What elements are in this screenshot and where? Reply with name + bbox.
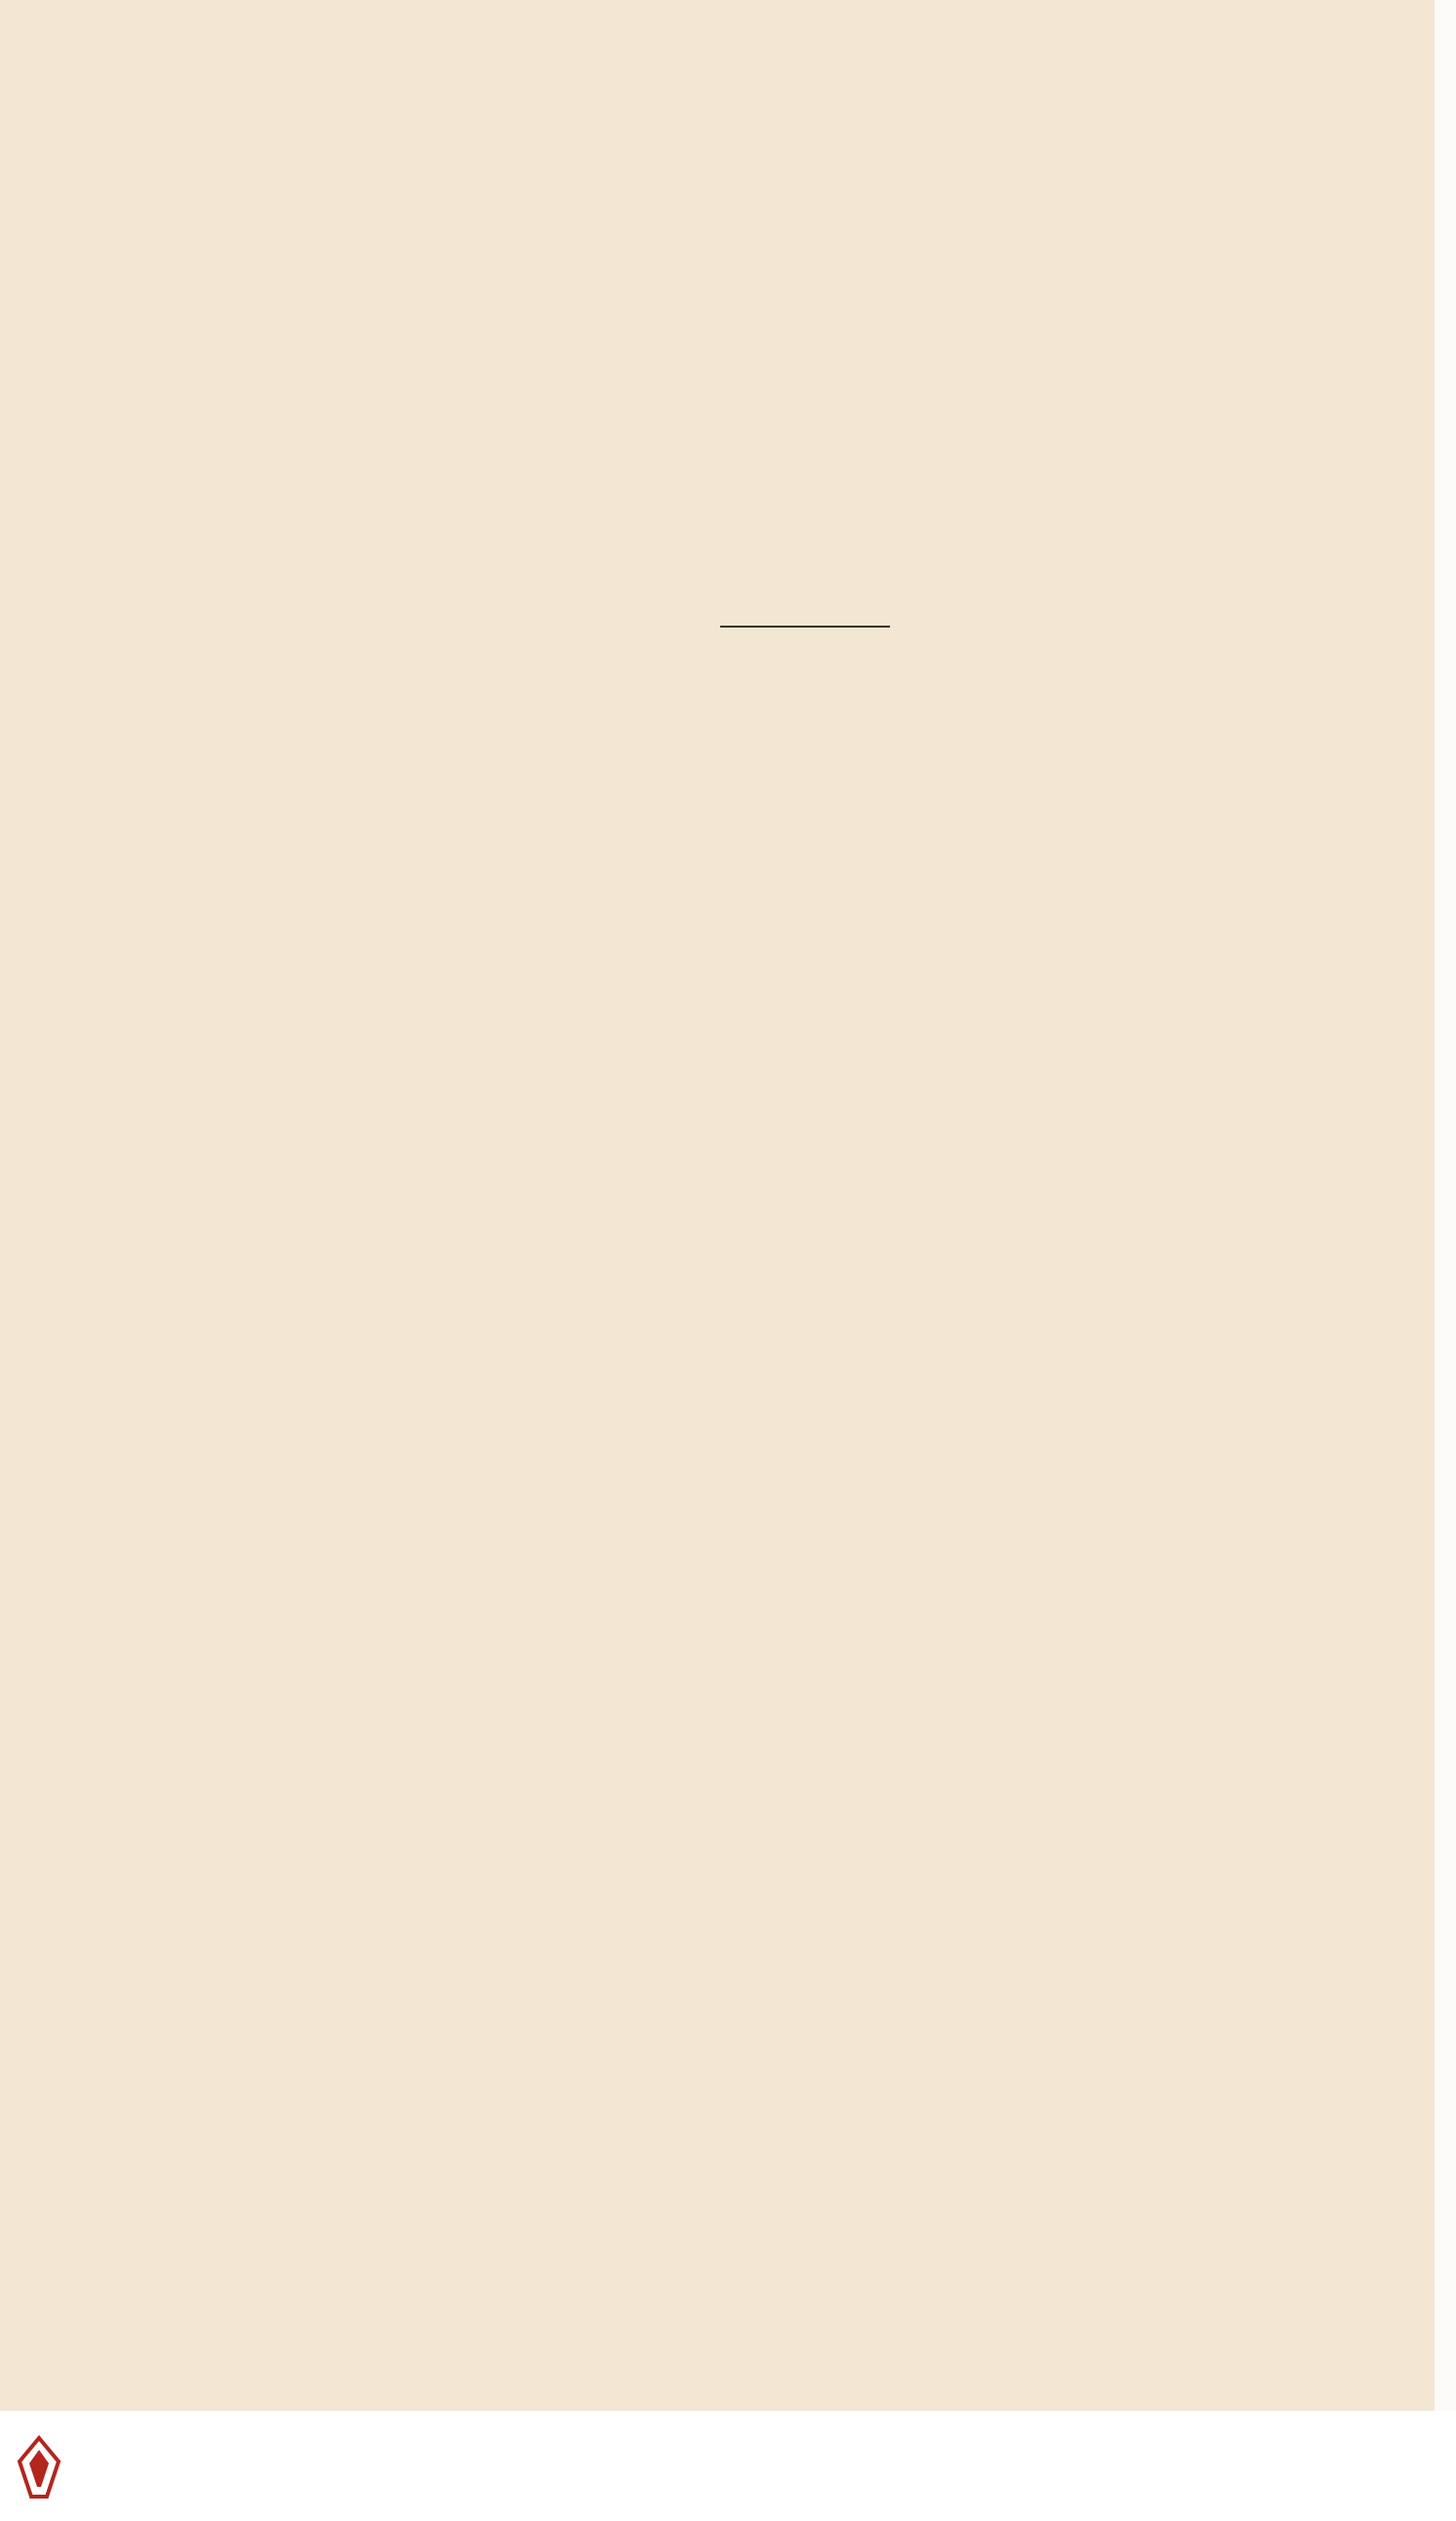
university-seal-icon xyxy=(14,2432,64,2502)
footer-bar xyxy=(0,2411,1456,2521)
section-divider xyxy=(720,626,890,628)
page-edge xyxy=(1435,0,1456,2411)
